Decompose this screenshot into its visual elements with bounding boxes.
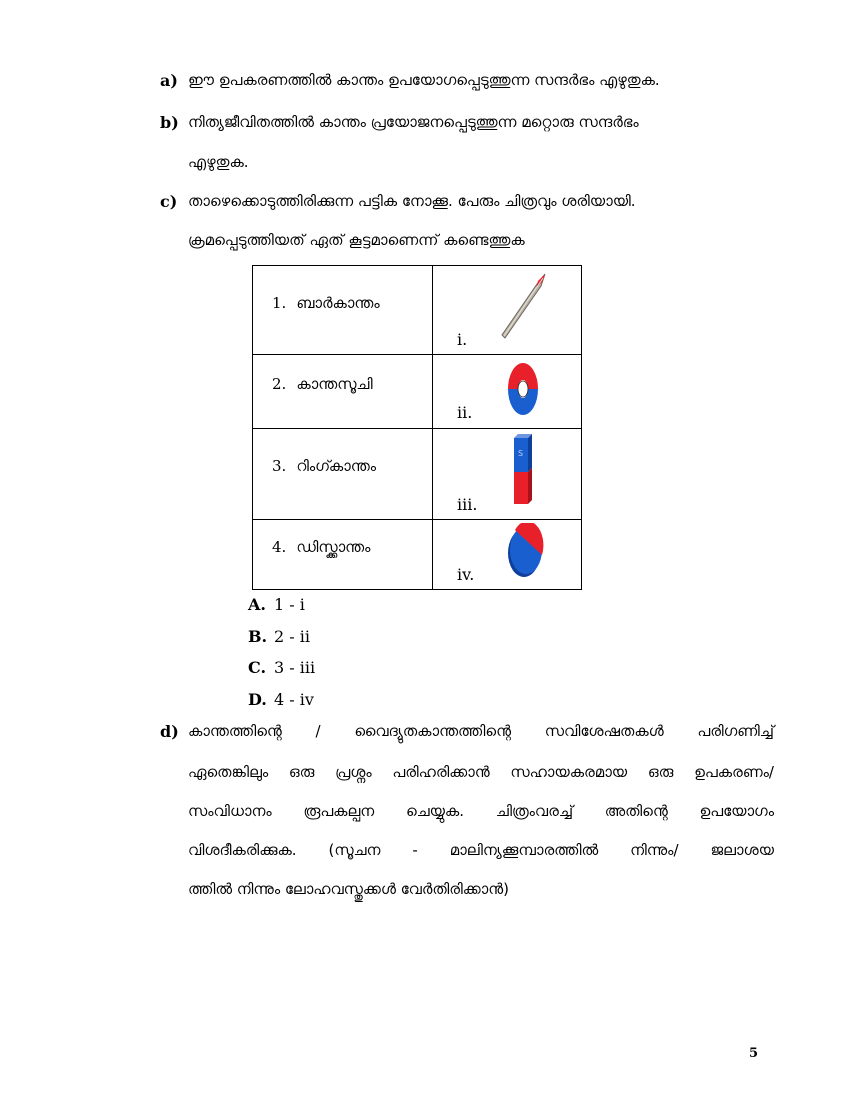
word: /: [315, 722, 321, 740]
question-text-line: [188, 841, 774, 859]
option-a: [248, 595, 305, 614]
option-text: 1 - i: [274, 595, 305, 614]
picture-label: iii.: [457, 495, 478, 514]
word: സംവിധാനം: [188, 802, 272, 820]
question-text: ഈ ഉപകരണത്തിൽ കാന്തം ഉപയോഗപ്പെടുത്തുന്ന സന്ദർഭം എഴുതുക.: [188, 71, 660, 89]
magnet-name: ഡിസ്ക്കാന്തം: [296, 538, 371, 556]
question-text-line: ത്തിൽ നിന്നും ലോഹവസ്തുക്കൾ വേർതിരിക്കാൻ): [188, 880, 509, 898]
picture-label: ii.: [457, 403, 473, 422]
word: പരിഹരിക്കാൻ: [392, 763, 490, 781]
option-letter: D.: [248, 690, 267, 709]
bar-magnet-icon: [512, 434, 534, 506]
word: -: [412, 841, 418, 859]
picture-cell: [433, 429, 582, 520]
row-number: 4.: [272, 538, 287, 556]
question-c: [160, 192, 780, 216]
word: വൈദ്യുതകാന്തത്തിന്റെ: [354, 722, 512, 740]
word: രൂപകല്പന: [303, 802, 375, 820]
question-b: [160, 113, 780, 137]
word: അതിന്റെ: [604, 802, 668, 820]
row-number: 3.: [272, 457, 287, 475]
word: ഉപകരണം/: [694, 763, 774, 781]
option-letter: B.: [248, 627, 268, 646]
option-letter: C.: [248, 658, 267, 677]
option-letter: A.: [248, 595, 266, 614]
question-text-line: [188, 722, 774, 740]
ring-magnet-icon: [505, 360, 541, 418]
disc-magnet-icon: [505, 523, 545, 579]
picture-cell: [433, 266, 582, 355]
question-label: b): [160, 113, 179, 132]
question-label: c): [160, 192, 178, 211]
question-label: d): [160, 722, 179, 741]
question-text-line: [188, 763, 774, 781]
word: ജലാശയ: [710, 841, 774, 859]
svg-text:S: S: [518, 449, 524, 458]
word: ചിത്രംവരച്ച്: [495, 802, 574, 820]
row-number: 2.: [272, 375, 287, 393]
question-a: [160, 71, 780, 95]
page-number: 5: [749, 1046, 759, 1061]
word: പ്രശ്നം: [335, 763, 372, 781]
question-d: [160, 722, 188, 746]
table-row: [253, 520, 582, 590]
word: വിശദീകരിക്കുക.: [188, 841, 297, 859]
word: ചെയ്യുക.: [405, 802, 465, 820]
picture-label: iv.: [457, 565, 475, 584]
question-text-line: ക്രമപ്പെടുത്തിയത് ഏത് കൂട്ടമാണെന്ന് കണ്ടെത്തുക: [188, 231, 525, 249]
table-row: [253, 355, 582, 429]
word: നിന്നും/: [630, 841, 679, 859]
word: പരിഗണിച്ച്: [697, 722, 774, 740]
name-cell: [253, 266, 433, 355]
word: മാലിന്യക്കൂമ്പാരത്തിൽ: [449, 841, 599, 859]
word: ഒരു: [288, 763, 315, 781]
question-label: a): [160, 71, 178, 90]
option-c: [248, 658, 315, 677]
name-cell: [253, 355, 433, 429]
magnet-name: റിംഗ്കാന്തം: [296, 457, 377, 475]
matching-table: [252, 265, 582, 590]
question-text-line: എഴുതുക.: [188, 153, 249, 171]
magnet-name: ബാർകാന്തം: [296, 294, 380, 312]
magnet-name: കാന്തസൂചി: [296, 375, 373, 393]
option-text: 2 - ii: [274, 627, 310, 646]
picture-cell: [433, 520, 582, 590]
name-cell: [253, 429, 433, 520]
word: കാന്തത്തിന്റെ: [188, 722, 282, 740]
question-text-line: നിത്യജീവിതത്തിൽ കാന്തം പ്രയോജനപ്പെടുത്തുന്ന മറ്റൊരു സന്ദർഭം: [188, 113, 639, 131]
compass-needle-icon: [499, 272, 549, 340]
table-row: [253, 429, 582, 520]
table-row: [253, 266, 582, 355]
picture-label: i.: [457, 330, 468, 349]
word: (സൂചന: [328, 841, 381, 859]
question-text-line: [188, 802, 774, 820]
word: ഒരു: [647, 763, 674, 781]
name-cell: [253, 520, 433, 590]
option-d: [248, 690, 314, 709]
row-number: 1.: [272, 294, 287, 312]
picture-cell: [433, 355, 582, 429]
word: ഏതെങ്കിലും: [188, 763, 269, 781]
word: സവിശേഷതകൾ: [544, 722, 664, 740]
question-text-line: താഴെക്കൊടുത്തിരിക്കുന്ന പട്ടിക നോക്കൂ. പേരും ചിത്രവും ശരിയായി.: [188, 192, 636, 210]
word: സഹായകരമായ: [510, 763, 628, 781]
word: ഉപയോഗം: [699, 802, 774, 820]
option-text: 4 - iv: [274, 690, 314, 709]
option-b: [248, 627, 310, 646]
option-text: 3 - iii: [274, 658, 316, 677]
